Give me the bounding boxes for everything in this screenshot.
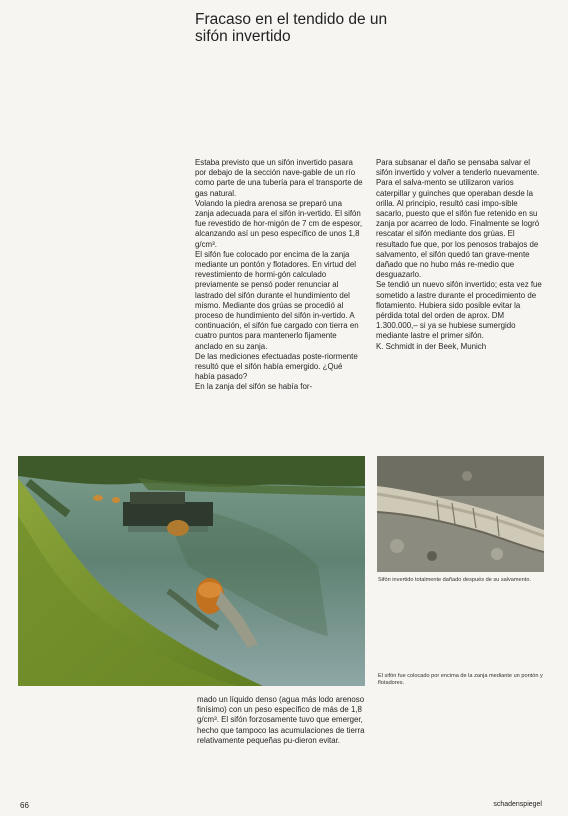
paragraph: Para subsanar el daño se pensaba salvar el sifón invertido y volver a tenderlo nuevamente. Para el salva-mento se utilizaron varios caterpillar y guinches que operaban desde la orilla. Al principio, resultó casi impo-sible sacarlo, puesto que el sifón fue retenido en su zanja por acarreo de lodo. Finalmente se logró rescatar el sifón mediante dos grúas. El resultado fue que, por los penosos trabajos de salvamento, el sifón quedó tan grave-mente dañado que no hubo más re-medio que desguazarlo. [376,158,540,280]
article-column-1 [195,158,363,393]
river-pontoon-image [18,456,365,686]
article-column-3 [197,695,365,746]
river-pontoon-photo [18,456,365,686]
article-title: Fracaso en el tendido de un sifón invertido [195,11,388,45]
paragraph: El sifón fue colocado por encima de la zanja mediante un pontón y flotadores. En virtud del revestimiento de hormi-gón calculado previamente se pensó poder renunciar al lastrado del sifón durante el hundimiento del mismo. Mediante dos grúas se procedió al proceso de hundimiento del sifón in-vertido. A continuación, el sifón fue cargado con tierra en cuatro puntos para mantenerlo fijamente anclado en su zanja. [195,249,359,351]
damaged-siphon-image [377,456,544,572]
paragraph: Estaba previsto que un sifón invertido pasara por debajo de la sección nave-gable de un río como parte de una tubería para el transporte de gas natural. [195,158,363,198]
paragraph: Volando la piedra arenosa se preparó una zanja adecuada para el sifón in-vertido. El sifón fue revestido de hor-migón de 7 cm de espesor, alcanzando así un peso específico de unos 1,8 g/cm³. [195,198,363,249]
publication-name: schadenspiegel [493,801,542,808]
paragraph: De las mediciones efectuadas poste-riormente resultó que el sifón había emergido. ¿Qué había pasado? [195,351,358,382]
pipe-photo-caption: Sifón invertido totalmente dañado después de su salvamento. [378,577,531,583]
paragraph: mado un líquido denso (agua más lodo arenoso finísimo) con un peso específico de más de 1,8 g/cm³. El sifón forzosamente tuvo que emerger, hecho que tampoco las acumulaciones de tierra relativamente pequeñas pu-dieron evitar. [197,695,365,745]
paragraph: Se tendió un nuevo sifón invertido; esta vez fue sometido a lastre durante el procedimiento de flotamiento. Hubiera sido posible evitar la pérdida total del orden de aprox. DM 1.300.000,– si ya se hubiese sumergido mediante lastre el primer sifón. [376,280,542,341]
author-credit: K. Schmidt in der Beek, Munich [376,341,487,351]
damaged-siphon-photo [377,456,544,572]
river-photo-caption: El sifón fue colocado por encima de la zanja mediante un pontón y flotadores. [378,673,543,687]
page-number: 66 [20,801,29,810]
paragraph: En la zanja del sifón se había for- [195,382,313,392]
article-column-2 [376,158,546,352]
